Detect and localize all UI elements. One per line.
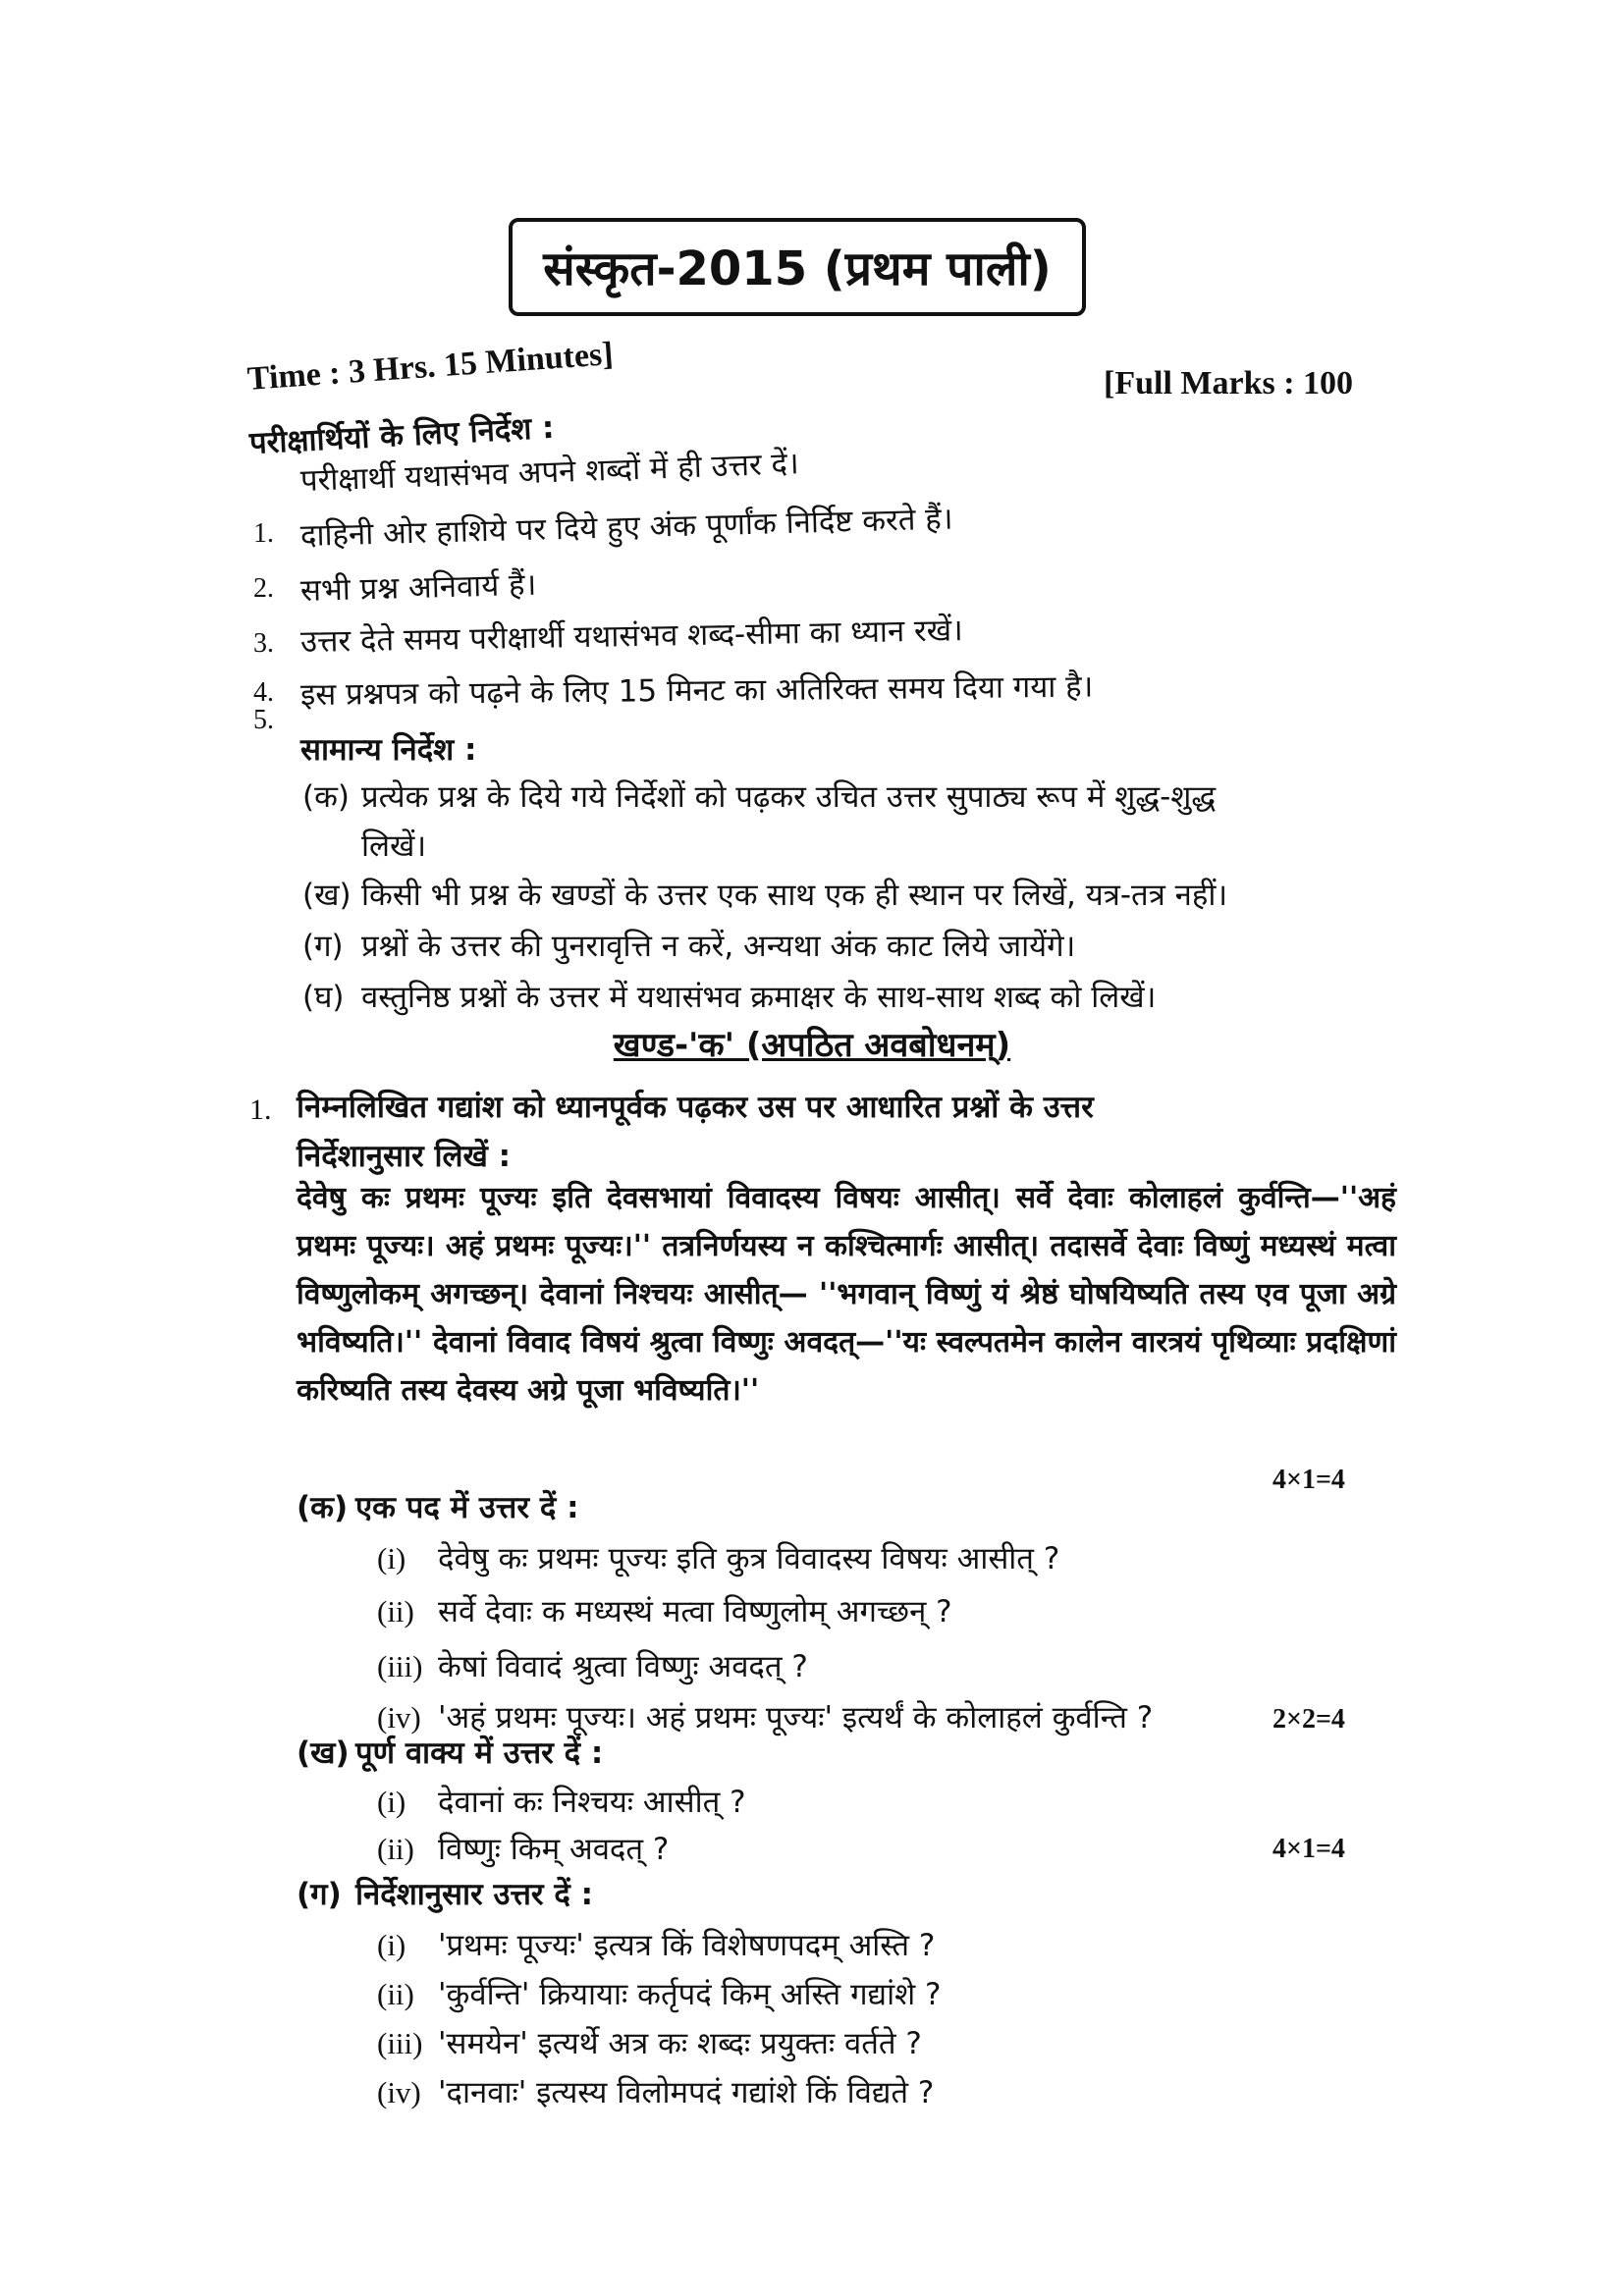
general-instruction-item	[302, 775, 1216, 817]
instruction-number: 3.	[253, 628, 274, 659]
item-text: 'अहं प्रथमः पूज्यः। अहं प्रथमः पूज्यः' इत्यर्थं के कोलाहलं कुर्वन्ति ?	[438, 1700, 1154, 1735]
general-instruction-text: प्रश्नों के उत्तर की पुनरावृत्ति न करें, अन्यथा अंक काट लिये जायेंगे।	[361, 929, 1076, 964]
instruction-number: 5.	[253, 705, 274, 735]
instruction-number: 4.	[253, 677, 274, 708]
general-instruction-text: किसी भी प्रश्न के खण्डों के उत्तर एक साथ एक ही स्थान पर लिखें, यत्र-तत्र नहीं।	[361, 878, 1228, 913]
item-text: देवानां कः निश्चयः आसीत् ?	[438, 1785, 746, 1820]
general-instructions-heading: सामान्य निर्देश :	[300, 732, 477, 768]
part-label: (ग)	[297, 1877, 342, 1912]
part-marks: 4×1=4	[1272, 1834, 1345, 1864]
item-number: (iii)	[377, 2026, 423, 2060]
general-instruction-label: (घ)	[302, 980, 345, 1015]
item-text: 'प्रथमः पूज्यः' इत्यत्र किं विशेषणपदम् अस्ति ?	[438, 1928, 936, 1963]
time-allowed: Time : 3 Hrs. 15 Minutes]	[245, 336, 615, 398]
instruction-item: परीक्षार्थी यथासंभव अपने शब्दों में ही उत्तर दें।	[299, 446, 800, 499]
general-instruction-label: (ख)	[302, 878, 352, 913]
question-item	[377, 1973, 941, 2014]
question-prompt: निर्देशानुसार लिखें :	[297, 1139, 512, 1174]
instruction-item: इस प्रश्नपत्र को पढ़ने के लिए 15 मिनट का अतिरिक्त समय दिया गया है।	[299, 668, 1094, 713]
item-number: (iii)	[377, 1649, 423, 1683]
part-marks: 2×2=4	[1272, 1704, 1345, 1735]
question-prompt: निम्नलिखित गद्यांश को ध्यानपूर्वक पढ़कर उस पर आधारित प्रश्नों के उत्तर	[297, 1090, 1094, 1125]
item-text: सर्वे देवाः क मध्यस्थं मत्वा विष्णुलोम् अगच्छन् ?	[438, 1594, 952, 1629]
part-heading	[297, 1486, 578, 1527]
item-number: (i)	[377, 1541, 406, 1575]
general-instruction-item	[302, 925, 1075, 966]
question-item	[377, 2022, 922, 2063]
part-heading	[297, 1732, 603, 1773]
question-item	[377, 1828, 669, 1869]
part-heading-text: एक पद में उत्तर दें :	[355, 1490, 579, 1525]
instruction-number: 2.	[253, 573, 274, 604]
item-text: देवेषु कः प्रथमः पूज्यः इति कुत्र विवादस्य विषयः आसीत् ?	[438, 1541, 1060, 1576]
item-text: विष्णुः किम् अवदत् ?	[438, 1832, 670, 1867]
general-instruction-label: (क)	[302, 779, 350, 815]
question-item	[377, 1645, 808, 1686]
question-item	[377, 1781, 746, 1822]
item-number: (i)	[377, 1928, 406, 1962]
full-marks: [Full Marks : 100	[1104, 365, 1354, 401]
item-number: (ii)	[377, 1594, 414, 1629]
item-number: (iv)	[377, 2075, 421, 2109]
paper-title: संस्कृत-2015 (प्रथम पाली)	[509, 218, 1086, 316]
part-heading	[297, 1873, 593, 1914]
general-instruction-label: (ग)	[302, 929, 344, 964]
item-text: 'कुर्वन्ति' क्रियायाः कर्तृपदं किम् अस्ति गद्यांशे ?	[438, 1977, 942, 2012]
question-item	[377, 1537, 1059, 1578]
item-text: केषां विवादं श्रुत्वा विष्णुः अवदत् ?	[438, 1649, 808, 1684]
general-instruction-text: वस्तुनिष्ठ प्रश्नों के उत्तर में यथासंभव क्रमाक्षर के साथ-साथ शब्द को लिखें।	[361, 980, 1157, 1015]
general-instruction-continuation: लिखें।	[361, 828, 427, 864]
question-item	[377, 2071, 934, 2112]
question-number: 1.	[249, 1094, 272, 1126]
part-label: (क)	[297, 1490, 349, 1525]
part-label: (ख)	[297, 1735, 350, 1771]
instructions-heading: परीक्षार्थियों के लिए निर्देश :	[248, 409, 556, 461]
question-item	[377, 1924, 935, 1965]
instruction-item: दाहिनी ओर हाशिये पर दिये हुए अंक पूर्णांक निर्दिष्ट करते हैं।	[299, 501, 953, 554]
item-text: 'दानवाः' इत्यस्य विलोमपदं गद्यांशे किं विद्यते ?	[438, 2075, 935, 2110]
general-instruction-text: प्रत्येक प्रश्न के दिये गये निर्देशों को पढ़कर उचित उत्तर सुपाठ्य रूप में शुद्ध-शुद्ध	[361, 779, 1217, 815]
general-instruction-item	[302, 976, 1156, 1017]
item-number: (i)	[377, 1785, 406, 1819]
general-instruction-item	[302, 874, 1227, 915]
question-item	[377, 1590, 952, 1631]
part-heading-text: निर्देशानुसार उत्तर दें :	[355, 1877, 593, 1912]
instruction-number: 1.	[253, 518, 274, 549]
item-number: (ii)	[377, 1832, 414, 1866]
section-heading: खण्ड-'क' (अपठित अवबोधनम्)	[613, 1026, 1011, 1065]
item-text: 'समयेन' इत्यर्थे अत्र कः शब्दः प्रयुक्तः वर्तते ?	[438, 2026, 922, 2061]
item-number: (ii)	[377, 1977, 414, 2011]
part-heading-text: पूर्ण वाक्य में उत्तर दें :	[355, 1735, 604, 1771]
part-marks: 4×1=4	[1272, 1465, 1345, 1495]
passage: देवेषु कः प्रथमः पूज्यः इति देवसभायां विवादस्य विषयः आसीत्। सर्वे देवाः कोलाहलं कुर्वन्ति—''अहं प्रथमः पूज्यः। अहं प्रथमः पूज्यः।'' तत्रनिर्णयस्य न कश्चित्मार्गः आसीत्। तदासर्वे देवाः विष्णुं मध्यस्थं मत्वा विष्णुलोकम् अगच्छन्। देवानां निश्चयः आसीत्— ''भगवान् विष्णुं यं श्रेष्ठं घोषयिष्यति तस्य एव पूजा अग्रे भविष्यति।'' देवानां विवाद विषयं श्रुत्वा विष्णुः अवदत्—''यः स्वल्पतमेन कालेन वारत्रयं पृथिव्याः प्रदक्षिणां करिष्यति तस्य देवस्य अग्रे पूजा भविष्यति।''	[297, 1181, 1396, 1408]
instruction-item: सभी प्रश्न अनिवार्य हैं।	[299, 566, 537, 609]
item-number: (iv)	[377, 1700, 421, 1735]
instruction-item: उत्तर देते समय परीक्षार्थी यथासंभव शब्द-सीमा का ध्यान रखें।	[299, 613, 964, 660]
